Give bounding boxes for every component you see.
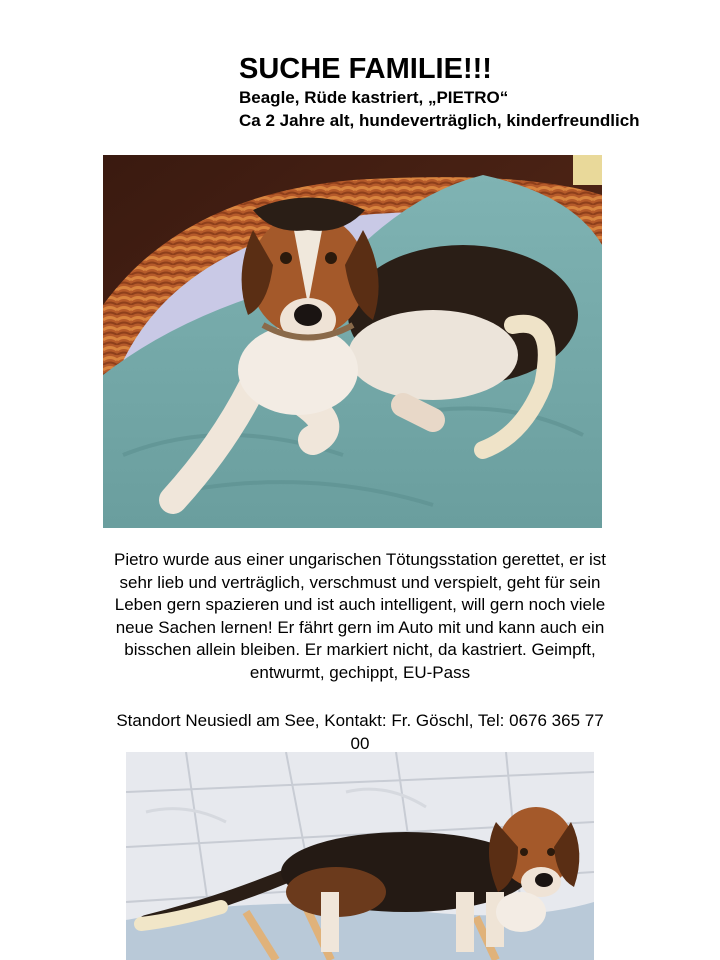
beagle-lying-photo (103, 155, 602, 528)
flyer-title: SUCHE FAMILIE!!! (239, 53, 492, 85)
contact-info: Standort Neusiedl am See, Kontakt: Fr. Göschl, Tel: 0676 365 77 00 (116, 711, 604, 753)
dog-description: Pietro wurde aus einer ungarischen Tötungsstation gerettet, er ist sehr lieb und verträglich, verschmust und verspielt, geht für sein Leben gern spazieren und ist auch intelligent, will gern noch viele neue Sachen lernen! Er fährt gern im Auto mit und kann auch ein bisschen allein bleiben. Er markiert nicht, da kastriert. Geimpft, entwurmt, gechippt, EU-Pass (113, 550, 607, 682)
traits-line: Ca 2 Jahre alt, hundeverträglich, kinderfreundlich (239, 111, 640, 130)
flyer-header (239, 52, 709, 132)
breed-line: Beagle, Rüde kastriert, „PIETRO“ (239, 88, 509, 107)
beagle-standing-photo (126, 752, 594, 960)
